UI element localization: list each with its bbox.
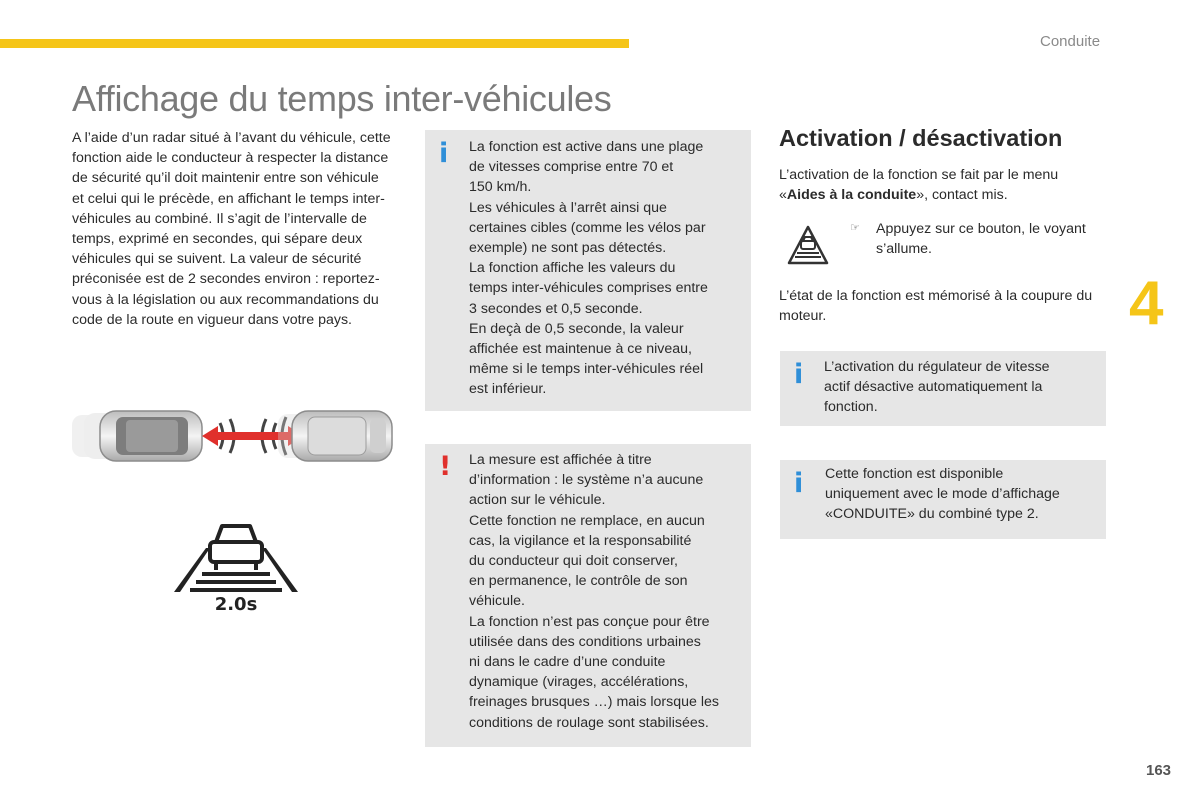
note-line: 3 secondes et 0,5 seconde. <box>469 300 643 317</box>
warning-note-text <box>469 450 745 733</box>
speed-range-note-text <box>469 137 745 400</box>
info-icon: i <box>439 138 449 169</box>
note-line: L’activation du régulateur de vitesse <box>824 359 1050 375</box>
note-line: fonction. <box>824 399 878 416</box>
note-line: Les véhicules à l’arrêt ainsi que <box>469 199 667 216</box>
chapter-number: 4 <box>1129 269 1164 338</box>
button-step-text: Appuyez sur ce bouton, le voyant s’allume. <box>876 221 1086 258</box>
inter-vehicle-time-value: 2.0s <box>214 594 258 614</box>
note-line: 150 km/h. <box>469 179 532 196</box>
header-accent-bar <box>0 39 629 48</box>
note-line: certaines cibles (comme les vélos par <box>469 219 706 236</box>
page-number: 163 <box>1146 762 1172 779</box>
display-mode-note <box>780 460 1106 539</box>
note-line: utilisée dans des conditions urbaines <box>469 633 701 650</box>
info-icon: i <box>794 359 804 390</box>
note-line: même si le temps inter-véhicules réel <box>469 361 704 378</box>
note-line: La fonction n’est pas conçue pour être <box>469 613 710 630</box>
note-line: en permanence, le contrôle de son <box>469 573 688 590</box>
note-line: action sur le véhicule. <box>469 492 606 509</box>
note-line: cas, la vigilance et la responsabilité <box>469 532 692 549</box>
note-line: uniquement avec le mode d’affichage <box>825 486 1060 503</box>
info-icon: i <box>794 468 804 499</box>
note-line: affichée est maintenue à ce niveau, <box>469 341 692 358</box>
note-line: dynamique (virages, accélérations, <box>469 674 689 691</box>
note-line: d’information : le système n’a aucune <box>469 472 704 489</box>
speed-range-note <box>425 130 751 411</box>
inter-vehicle-display-icon <box>172 518 300 614</box>
menu-name: Aides à la conduite <box>786 187 917 204</box>
activation-heading: Activation / désactivation <box>779 125 1063 151</box>
distance-alert-button-icon <box>786 224 830 268</box>
activation-text-start: L’activation de la fonction se fait par le menu « <box>779 167 1059 204</box>
note-line: La fonction est active dans une plage <box>469 139 704 155</box>
memory-paragraph: L’état de la fonction est mémorisé à la coupure du moteur. <box>779 288 1093 325</box>
note-line: actif désactive automatiquement la <box>824 379 1043 396</box>
note-line: freinages brusques …) mais lorsque les <box>469 694 719 711</box>
note-line: La fonction affiche les valeurs du <box>469 260 676 277</box>
cruise-control-note <box>780 351 1106 426</box>
pointing-hand-bullet: ☞ <box>850 222 860 234</box>
note-line: Cette fonction est disponible <box>825 466 1004 482</box>
note-line: véhicule. <box>469 593 525 610</box>
note-line: «CONDUITE» du combiné type 2. <box>825 506 1039 523</box>
front-car <box>292 411 392 461</box>
note-line: de vitesses comprise entre 70 et <box>469 159 674 176</box>
note-line: est inférieur. <box>469 381 547 398</box>
cruise-control-note-text <box>824 357 1094 418</box>
note-line: En deçà de 0,5 seconde, la valeur <box>469 320 684 337</box>
rear-car <box>100 411 202 461</box>
note-line: Cette fonction ne remplace, en aucun <box>469 512 705 529</box>
note-line: du conducteur qui doit conserver, <box>469 553 679 570</box>
activation-text-end: », contact mis. <box>916 187 1008 204</box>
intro-paragraph: A l’aide d’un radar situé à l’avant du véhicule, cette fonction aide le conducteur à respecter la distance de sécurité qu’il doit maintenir entre son véhicule et celui qui le précède, en affichant le temps inter-véhicules au combiné. Il s’agit de l’intervalle de temps, exprimé en secondes, qui sépare deux véhicules qui se suivent. La valeur de sécurité préconisée est de 2 secondes environ : reportez-vous à la législation ou aux recommandations du code de la route en vigueur dans votre pays. <box>72 130 391 328</box>
following-cars-illustration <box>70 405 395 467</box>
note-line: exemple) ne sont pas détectés. <box>469 240 667 257</box>
section-label: Conduite <box>1040 33 1101 50</box>
note-line: ni dans le cadre d’une conduite <box>469 654 666 671</box>
display-mode-note-text <box>825 464 1095 525</box>
note-line: La mesure est affichée à titre <box>469 452 652 468</box>
note-line: temps inter-véhicules comprises entre <box>469 280 708 297</box>
activation-paragraph <box>779 165 1099 205</box>
warning-note <box>425 444 751 747</box>
note-line: conditions de roulage sont stabilisées. <box>469 714 709 731</box>
warning-icon: ! <box>439 451 452 482</box>
page-title: Affichage du temps inter-véhicules <box>72 78 612 119</box>
